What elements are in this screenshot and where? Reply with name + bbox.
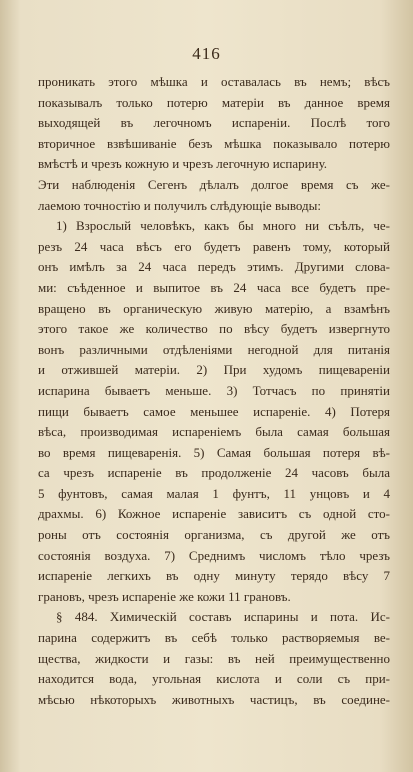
section-heading-line: § 484. Химическій составъ испарины и пота. Ис-	[56, 609, 390, 625]
text-line: Эти наблюденія Сегенъ дѣлалъ долгое время съ же-	[38, 176, 390, 192]
text-line: ми: съѣденное и выпитое въ 24 часа все будетъ пре-	[38, 279, 390, 295]
text-line: са чрезъ испареніе въ продолженіе 24 часовъ была	[38, 465, 390, 481]
text-line: вмѣстѣ и чрезъ кожную и чрезъ легочную испарину.	[38, 156, 328, 172]
text-line: парина содержитъ въ себѣ только растворяемыя ве-	[38, 630, 390, 646]
text-line: испареніе легкихъ въ одну минуту терядо вѣсу 7	[38, 568, 390, 584]
text-line: вѣса, производимая испареніемъ была самая большая	[38, 424, 390, 440]
text-line: во время пищеваренія. 5) Самая большая потеря вѣ-	[38, 444, 390, 460]
text-line: грановъ, чрезъ испареніе же кожи 11 грановъ.	[38, 588, 291, 604]
text-line: вторичное взвѣшиваніе безъ мѣшка показывало потерю	[38, 135, 390, 151]
text-line: этого такое же количество по вѣсу будетъ извергнуто	[38, 321, 390, 337]
text-line: испарина бываетъ меньше. 3) Тотчасъ по принятіи	[38, 382, 390, 398]
text-line: состоянія воздуха. 7) Среднимъ числомъ тѣло чрезъ	[38, 547, 390, 563]
body-text	[38, 72, 390, 710]
text-line: роны отъ состоянія организма, съ другой же отъ	[38, 527, 390, 543]
text-line: проникать этого мѣшка и оставалась въ немъ; вѣсъ	[38, 74, 390, 89]
page-number: 416	[192, 44, 221, 63]
text-line: выходящей въ легочномъ испареніи. Послѣ того	[38, 115, 390, 131]
text-line: находится вода, угольная кислота и соли съ при-	[38, 671, 390, 687]
text-line: драхмы. 6) Кожное испареніе зависитъ съ одной сто-	[38, 506, 390, 522]
text-line: вонъ различными отдѣленіями негодной для питанія	[38, 341, 390, 357]
text-line: 1) Взрослый человѣкъ, какъ бы много ни съѣлъ, че-	[56, 218, 390, 234]
text-line: вращено въ органическую живую матерію, а взамѣнъ	[38, 300, 390, 316]
text-line: 5 фунтовъ, самая малая 1 фунтъ, 11 унцовъ и 4	[38, 485, 390, 501]
text-line: резъ 24 часа вѣсъ его будетъ равенъ тому, который	[38, 238, 390, 254]
text-line: лаемою точностію и получилъ слѣдующіе выводы:	[38, 197, 321, 213]
text-line: показывалъ только потерю матеріи въ данное время	[38, 94, 390, 110]
text-line: и отжившей матеріи. 2) При худомъ пищевареніи	[38, 362, 390, 378]
text-line: онъ имѣлъ за 24 часа передъ этимъ. Другими слова-	[38, 259, 390, 275]
text-line: мѣсью нѣкоторыхъ животныхъ частицъ, въ соедине-	[38, 691, 390, 707]
text-line: пищи бываетъ самое меньшее испареніе. 4) Потеря	[38, 403, 390, 419]
text-line: щества, жидкости и газы: въ ней преимущественно	[38, 650, 390, 666]
